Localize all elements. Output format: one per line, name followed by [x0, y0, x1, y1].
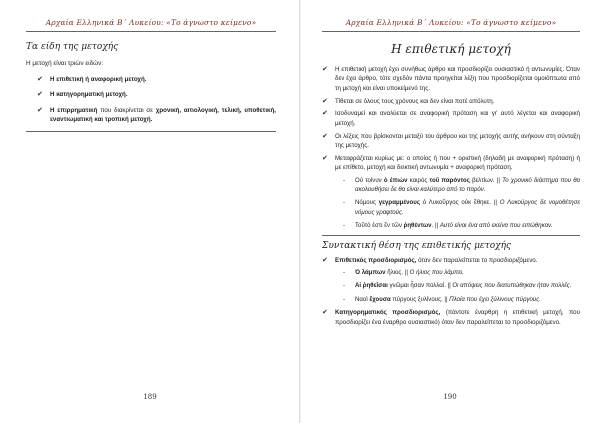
page-title: Η επιθετική μετοχή: [391, 42, 511, 56]
list-item: ✔ Η επιθετική μετοχή έχει συνήθως άρθρο και προσδιορίζει ουσιαστικό ή αντωνυμίες. Όταν δεν έχει άρθρο, τότε σχεδόν πάντα προηγείται λέξη που προσδιορίζεται ομοιόπτωτα από τη μετοχή και είναι υποκείμενό της.: [322, 66, 580, 92]
example-item: - Ὁ λάμπων ἥλιος. || Ο ήλιος που λάμπει.: [343, 269, 464, 277]
example-item: - Νόμους γεγραμμένους ὁ Λυκοῦργος οὐκ ἔθηκε. || Ο Λυκούργος δε νομοθέτησε νόμους γραφτούς.: [343, 199, 581, 216]
participle-types-list: [26, 75, 276, 125]
check-icon: ✔: [322, 110, 328, 118]
list-item: ✔ Ισοδυναμεί και αναλύεται σε αναφορική πρόταση και γι' αυτό λέγεται και αναφορική μετοχή.: [322, 110, 580, 127]
list-item: ✔ Κατηγορηματικός προσδιορισμός, (πάντοτε έναρθρη η επιθετική μετοχή, που προσδιορίζει ένα έναρθρο ουσιαστικό) όταν δεν παραλείπεται το προσδιοριζόμενο.: [322, 309, 580, 326]
check-icon: ✔: [322, 256, 328, 264]
right-page: [300, 0, 600, 423]
header-rule: [322, 31, 580, 32]
example-item: - Οὐ τοίνυν ὁ ἐπιὼν καιρὸς τοῦ παρόντος βελτίων. || Το χρονικό διάστημα που θα ακολουθήσει δε θα είναι καλύτερο από το παρόν.: [343, 176, 581, 194]
list-item: ✔ Μεταφράζεται κυρίως με: ο οποίος ή που + οριστική (δηλαδή με αναφορική πρόταση) ή με επίθετο, μετοχή και δεικτική αντωνυμία + αναφορική πρόταση. - Οὐ τοίνυν ὁ ἐπιὼν καιρὸς τοῦ παρόντος βελτίων. || Το χρονικό διάστημα που θα ακολουθήσει δε θα είναι καλύτερο από το παρόν. - Νόμους γεγραμμένους ὁ Λυκοῦργος οὐκ ἔθηκε. || Ο Λυκούργος δε νομοθέτησε νόμους γραφτούς. - Τοῦτό ἐστι ἓν τῶν ῥηθέντων. || Αυτό είναι ένα από εκείνα που ειπώθηκαν.: [322, 154, 581, 230]
list-item: ✔ Επιθετικός προσδιορισμός, όταν δεν παραλείπεται το προσδιοριζόμενο. - Ὁ λάμπων ἥλιος. || Ο ήλιος που λάμπει. - Αἱ ῥηθεῖσαι γνῶμαι ἦσαν πολλαί. || Οι απόψεις που διατυπώθηκαν ήταν πολλές. - Ναοὶ ἔχουσα πύργους ξυλίνους. || Πλοία που έχει ξύλινους πύργους.: [322, 256, 580, 305]
section-rule: [26, 131, 276, 132]
page-number: 190: [443, 393, 457, 401]
list-item: ✔ Οι λέξεις που βρίσκονται μεταξύ του άρθρου και της μετοχής αυτής ανήκουν στη σύνταξη της μετοχής.: [322, 132, 580, 150]
check-icon: ✔: [37, 76, 43, 83]
list-item: ✔ Τίθεται σε όλους τους χρόνους και δεν είναι ποτέ απόλυτη.: [322, 97, 495, 105]
list-item: ✔ Η κατηγορηματική μετοχή.: [37, 91, 128, 99]
check-icon: ✔: [322, 132, 328, 140]
example-list: [335, 176, 580, 231]
header-rule: [26, 31, 276, 32]
check-icon: ✔: [37, 106, 43, 114]
running-head: Αρχαία Ελληνικά Β΄ Λυκείου: «Το άγνωστο κείμενο»: [45, 18, 257, 27]
list-item: ✔ Η επιρρηματική που διακρίνεται σε χρονική, αιτιολογική, τελική, υποθετική, εναντιωματική και τροπική μετοχή.: [37, 106, 276, 124]
section-title: Συντακτική θέση της επιθετικής μετοχής: [322, 240, 512, 251]
attributive-points-list: [322, 65, 580, 231]
example-item: - Τοῦτό ἐστι ἓν τῶν ῥηθέντων. || Αυτό είναι ένα από εκείνα που ειπώθηκαν.: [343, 222, 553, 230]
check-icon: ✔: [322, 309, 328, 317]
running-head: Αρχαία Ελληνικά Β΄ Λυκείου: «Το άγνωστο κείμενο»: [345, 18, 557, 27]
example-item: - Αἱ ῥηθεῖσαι γνῶμαι ἦσαν πολλαί. || Οι απόψεις που διατυπώθηκαν ήταν πολλές.: [343, 282, 572, 290]
example-item: - Ναοὶ ἔχουσα πύργους ξυλίνους. || Πλοία που έχει ξύλινους πύργους.: [343, 295, 541, 303]
syntax-position-list: [322, 256, 580, 327]
example-list: [335, 268, 580, 304]
check-icon: ✔: [322, 66, 328, 73]
check-icon: ✔: [322, 97, 328, 105]
section-title: Τα είδη της μετοχής: [26, 42, 119, 52]
section-rule: [322, 235, 580, 236]
check-icon: ✔: [322, 154, 328, 162]
page-number: 189: [143, 393, 157, 401]
intro-text: Η μετοχή είναι τριών ειδών:: [26, 60, 104, 67]
check-icon: ✔: [37, 91, 43, 99]
list-item: ✔ Η επιθετική ή αναφορική μετοχή.: [37, 76, 147, 83]
